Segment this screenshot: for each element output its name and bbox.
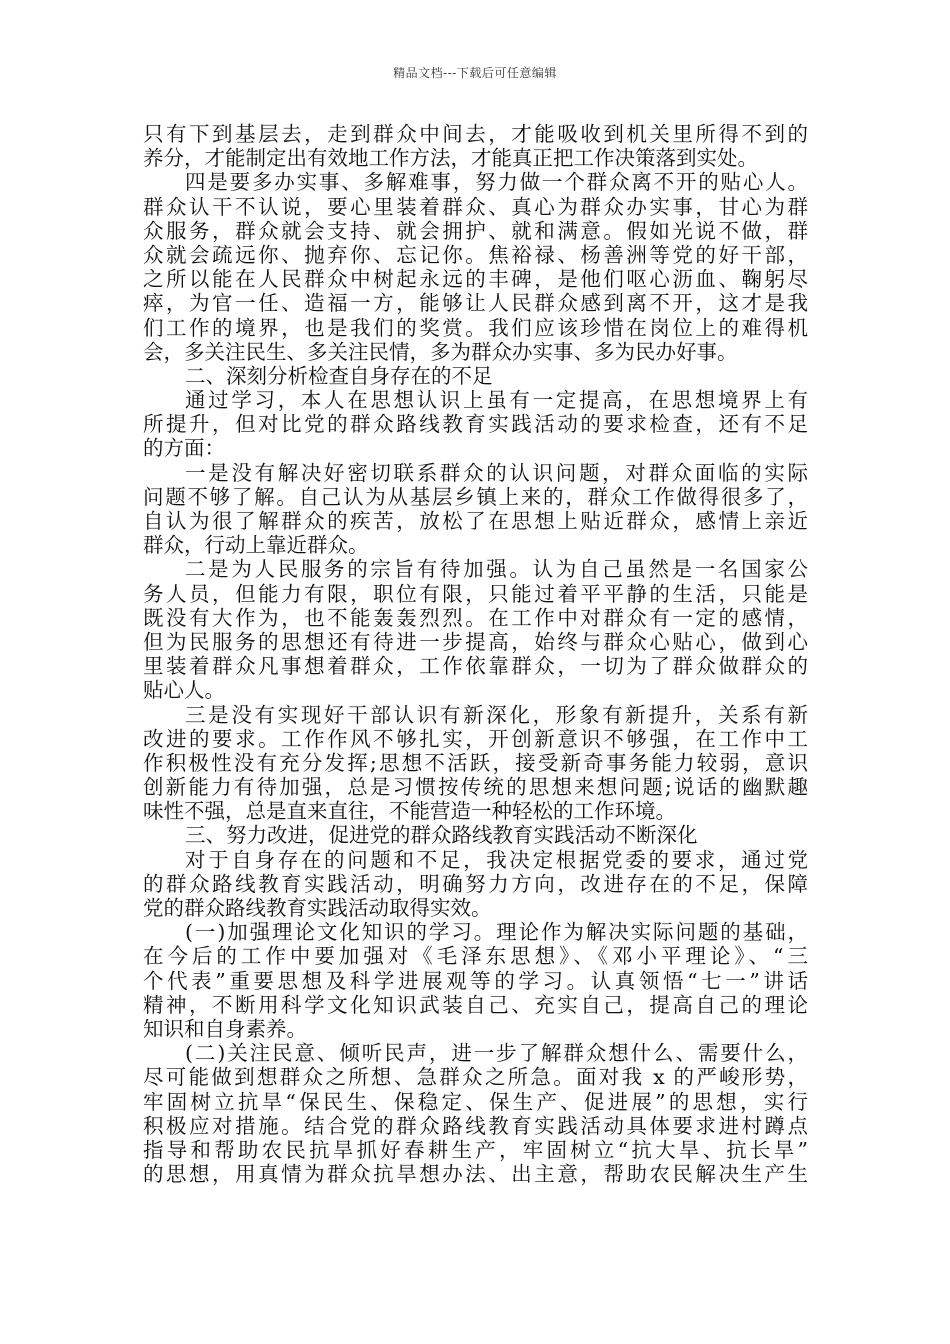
text-line: (一)加强理论文化知识的学习。理论作为解决实际问题的基础， [185,920,808,945]
text-line: 里装着群众凡事想着群众，工作依靠群众，一切为了群众做群众的 [143,654,808,679]
text-line: 积极应对措施。结合党的群众路线教育实践活动具体要求进村蹲点 [143,1113,808,1138]
text-line: 党的群众路线教育实践活动取得实效。 [143,896,492,920]
text-line: 三、努力改进，促进党的群众路线教育实践活动不断深化 [185,823,698,848]
text-line: 在今后的工作中要加强对《毛泽东思想》、《邓小平理论》、“三 [143,944,808,969]
text-line: 只有下到基层去，走到群众中间去，才能吸收到机关里所得不到的 [143,122,808,146]
text-line: 们工作的境界，也是我们的奖赏。我们应该珍惜在岗位上的难得机 [143,315,808,340]
text-line: 牢固树立抗旱“保民生、保稳定、保生产、促进展”的思想，实行 [143,1089,808,1114]
text-line: 既没有大作为，也不能轰轰烈烈。在工作中对群众有一定的感情， [143,605,808,630]
text-line: 会，多关注民生、多关注民情，多为群众办实事、多为民办好事。 [143,339,738,364]
text-line: 众服务，群众就会支持、就会拥护、就和满意。假如光说不做，群 [143,218,808,243]
text-line: 之所以能在人民群众中树起永远的丰碑，是他们呕心沥血、鞠躬尽 [143,267,808,292]
text-line: 众就会疏远你、抛弃你、忘记你。焦裕禄、杨善洲等党的好干部， [143,242,808,267]
text-line: 对于自身存在的问题和不足，我决定根据党委的要求，通过党 [185,847,808,872]
text-line: 四是要多办实事、多解难事，努力做一个群众离不开的贴心人。 [185,170,808,195]
text-line: 自认为很了解群众的疾苦，放松了在思想上贴近群众，感情上亲近 [143,509,808,533]
text-line: 务人员，但能力有限，职位有限，只能过着平平静的生活，只能是 [143,581,808,606]
text-line: 作积极性没有充分发挥;思想不活跃，接受新奇事务能力较弱，意识 [143,750,808,775]
text-line: 养分，才能制定出有效地工作方法，才能真正把工作决策落到实处。 [143,146,758,171]
text-line: 一是没有解决好密切联系群众的认识问题，对群众面临的实际 [185,460,808,485]
text-line: 指导和帮助农民抗旱抓好春耕生产，牢固树立“抗大旱、抗长旱” [143,1137,808,1162]
document-body [143,122,808,1186]
text-line: 的群众路线教育实践活动，明确努力方向，改进存在的不足，保障 [143,871,808,896]
text-line: 瘁，为官一任、造福一方，能够让人民群众感到离不开，这才是我 [143,291,808,316]
text-line: 群众，行动上靠近群众。 [143,533,369,558]
text-line: 贴心人。 [143,678,225,703]
text-line: (二)关注民意、倾听民声，进一步了解群众想什么、需要什么， [185,1041,808,1066]
text-line: 三是没有实现好干部认识有新深化，形象有新提升，关系有新 [185,702,808,727]
text-line: 知识和自身素养。 [143,1016,307,1041]
text-line: 二是为人民服务的宗旨有待加强。认为自己虽然是一名国家公 [185,557,808,582]
text-line: 个代表”重要思想及科学进展观等的学习。认真领悟“七一”讲话 [143,968,808,993]
text-line: 味性不强，总是直来直往，不能营造一种轻松的工作环境。 [143,799,676,824]
text-line: 尽可能做到想群众之所想、急群众之所急。面对我 x 的严峻形势， [143,1065,808,1090]
text-line: 的思想，用真情为群众抗旱想办法、出主意，帮助农民解决生产生 [143,1162,808,1187]
page-header: 精品文档---下载后可任意编辑 [393,66,557,80]
text-line: 二、深刻分析检查自身存在的不足 [185,363,493,388]
text-line: 创新能力有待加强，总是习惯按传统的思想来想问题;说话的幽默趣 [143,775,808,800]
text-line: 所提升，但对比党的群众路线教育实践活动的要求检查，还有不足 [143,412,808,437]
text-line: 但为民服务的思想还有待进一步提高，始终与群众心贴心，做到心 [143,629,808,654]
text-line: 的方面： [143,436,225,461]
text-line: 精神，不断用科学文化知识武装自己、充实自己，提高自己的理论 [143,992,808,1017]
text-line: 群众认干不认说，要心里装着群众、真心为群众办实事，甘心为群 [143,194,808,219]
text-line: 改进的要求。工作作风不够扎实，开创新意识不够强，在工作中工 [143,726,808,751]
text-line: 通过学习，本人在思想认识上虽有一定提高，在思想境界上有 [185,388,808,413]
text-line: 问题不够了解。自己认为从基层乡镇上来的，群众工作做得很多了， [143,484,808,509]
